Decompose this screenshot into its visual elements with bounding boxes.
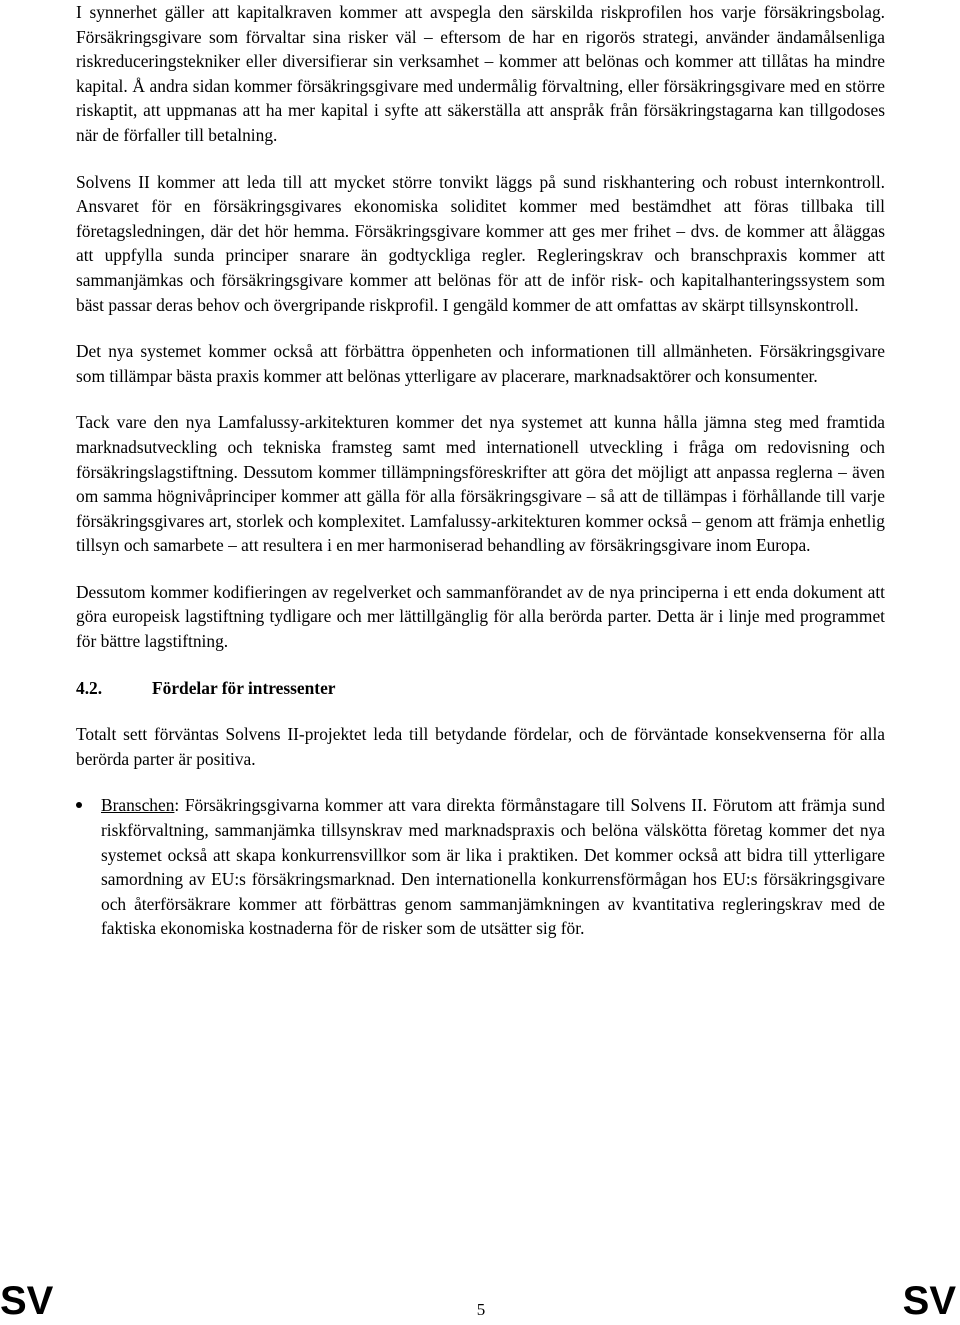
list-item [76, 793, 885, 941]
section-intro: Totalt sett förväntas Solvens II-projektet leda till betydande fördelar, och de förväntade konsekvenserna för alla berörda parter är positiva. [76, 724, 885, 769]
benefits-list [76, 793, 885, 941]
bullet-term: Branschen [101, 795, 175, 816]
page-number: 5 [476, 1300, 486, 1319]
footer-language-left: SV [0, 1279, 54, 1323]
paragraph-codification: Dessutom kommer kodifieringen av regelverket och sammanförandet av de nya principerna i ett enda dokument att göra europeisk lagstiftning tydligare och mer lättillgänglig för alla berörda parter. Detta är i linje med programmet för bättre lagstiftning. [76, 581, 885, 652]
bullet-separator: : [174, 795, 185, 816]
footer-language-right: SV [902, 1279, 956, 1323]
paragraph-risk-management: Solvens II kommer att leda till att mycket större tonvikt läggs på sund riskhantering och robust internkontroll. Ansvaret för en försäkringsgivares ekonomiska soliditet kommer med bestämdhet att föras tillbaka till företagsledningen, där det hör hemma. Försäkringsgivare kommer att ges mer frihet – dvs. de kommer att åläggas att uppfylla sunda principer snarare än godtyckliga regler. Regleringskrav och branschpraxis kommer att sammanjämkas och försäkringsgivare kommer att belönas för att de inför risk- och kapitalhanteringssystem som bäst passar deras behov och övergripande riskprofil. I gengäld kommer de att omfattas av skärpt tillsynskontroll. [76, 171, 885, 315]
bullet-text: Försäkringsgivarna kommer att vara direkta förmånstagare till Solvens II. Förutom att främja sund riskförvaltning, sammanjämka tillsynskrav med marknadspraxis och belöna välskötta företag kommer det nya systemet också att skapa konkurrensvillkor som är lika i praktiken. Det kommer också att bidra till ytterligare samordning av EU:s försäkringsmarknad. Den internationella konkurrensförmågan hos EU:s försäkringsgivare och återförsäkrare kommer att förbättras genom sammanjämkningen av kvantitativa regleringskrav med de faktiska ekonomiska kostnaderna för de risker som de utsätter sig för. [101, 795, 885, 939]
section-number: 4.2. [76, 677, 103, 698]
bullet-icon [76, 802, 82, 808]
paragraph-transparency: Det nya systemet kommer också att förbättra öppenheten och informationen till allmänheten. Försäkringsgivare som tillämpar bästa praxis kommer att belönas ytterligare av placerare, marknadsaktörer och konsumenter. [76, 341, 885, 386]
section-title: Fördelar för intressenter [152, 677, 336, 698]
document-page [76, 0, 885, 941]
paragraph-lamfalussy: Tack vare den nya Lamfalussy-arkitekturen kommer det nya systemet att kunna hålla jämna steg med framtida marknadsutveckling och tekniska framsteg samt med internationell utveckling i fråga om redovisning och försäkringslagstiftning. Dessutom kommer tillämpningsföreskrifter att göra det möjligt att anpassa reglerna – även om samma högnivåprinciper kommer att gälla för alla försäkringsgivare – så att de tillämpas i förhållande till varje försäkringsgivares art, storlek och komplexitet. Lamfalussy-arkitekturen kommer också – genom att främja enhetlig tillsyn och samarbete – att resultera i en mer harmoniserad behandling av försäkringsgivare inom Europa. [76, 412, 885, 556]
section-heading [76, 676, 885, 701]
paragraph-capital-requirements: I synnerhet gäller att kapitalkraven kommer att avspegla den särskilda riskprofilen hos varje försäkringsbolag. Försäkringsgivare som förvaltar sina risker väl – eftersom de har en rigorös strategi, använder ändamålsenliga riskreduceringstekniker eller diversifierar sin verksamhet – kommer att belönas och kommer att tillåtas ha mindre kapital. Å andra sidan kommer försäkringsgivare med undermålig förvaltning, eller försäkringsgivare med en större riskaptit, att uppmanas att ha mer kapital i syfte att säkerställa att anspråk från försäkringstagarna kan tillgodoses när de förfaller till betalning. [76, 2, 885, 145]
